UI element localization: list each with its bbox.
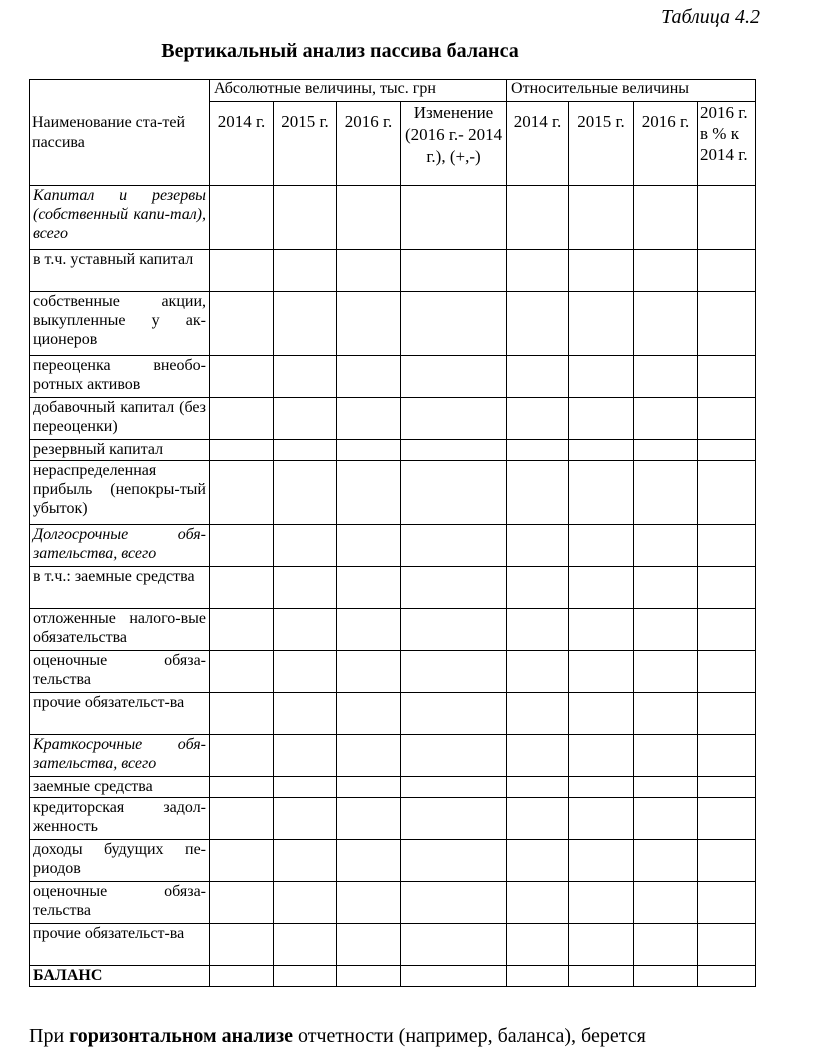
- empty-value-cell: [698, 440, 756, 461]
- empty-value-cell: [274, 186, 337, 250]
- empty-value-cell: [337, 651, 401, 693]
- empty-value-cell: [337, 292, 401, 356]
- row-label: заемные средства: [30, 777, 210, 798]
- empty-value-cell: [507, 398, 569, 440]
- empty-value-cell: [698, 461, 756, 525]
- empty-value-cell: [401, 693, 507, 735]
- table-row: [30, 250, 756, 292]
- empty-value-cell: [210, 461, 274, 525]
- empty-value-cell: [634, 250, 698, 292]
- empty-value-cell: [698, 250, 756, 292]
- row-label: оценочные обяза-тельства: [30, 882, 210, 924]
- empty-value-cell: [698, 840, 756, 882]
- row-label: кредиторская задол-женность: [30, 798, 210, 840]
- row-label: в т.ч. уставный капитал: [30, 250, 210, 292]
- empty-value-cell: [507, 693, 569, 735]
- empty-value-cell: [569, 798, 634, 840]
- empty-value-cell: [634, 525, 698, 567]
- empty-value-cell: [569, 356, 634, 398]
- empty-value-cell: [698, 777, 756, 798]
- table-row: [30, 356, 756, 398]
- table-row: [30, 398, 756, 440]
- empty-value-cell: [569, 882, 634, 924]
- empty-value-cell: [698, 735, 756, 777]
- empty-value-cell: [634, 798, 698, 840]
- header-abs-2014: 2014 г.: [210, 102, 274, 186]
- empty-value-cell: [337, 882, 401, 924]
- footer-pre: При: [29, 1025, 70, 1047]
- row-label: доходы будущих пе-риодов: [30, 840, 210, 882]
- empty-value-cell: [210, 567, 274, 609]
- empty-value-cell: [634, 924, 698, 966]
- empty-value-cell: [634, 609, 698, 651]
- empty-value-cell: [210, 356, 274, 398]
- empty-value-cell: [210, 525, 274, 567]
- empty-value-cell: [569, 567, 634, 609]
- empty-value-cell: [210, 735, 274, 777]
- row-label: резервный капитал: [30, 440, 210, 461]
- empty-value-cell: [337, 609, 401, 651]
- empty-value-cell: [634, 735, 698, 777]
- empty-value-cell: [274, 693, 337, 735]
- empty-value-cell: [337, 840, 401, 882]
- row-label: Долгосрочные обя-зательства, всего: [30, 525, 210, 567]
- row-label: добавочный капитал (без переоценки): [30, 398, 210, 440]
- table-number-label: Таблица 4.2: [661, 6, 760, 28]
- table-row: [30, 609, 756, 651]
- empty-value-cell: [210, 693, 274, 735]
- table-row: [30, 693, 756, 735]
- empty-value-cell: [401, 882, 507, 924]
- row-label: нераспределенная прибыль (непокры-тый убыток): [30, 461, 210, 525]
- empty-value-cell: [401, 440, 507, 461]
- empty-value-cell: [507, 250, 569, 292]
- empty-value-cell: [401, 924, 507, 966]
- empty-value-cell: [634, 567, 698, 609]
- empty-value-cell: [698, 525, 756, 567]
- empty-value-cell: [698, 398, 756, 440]
- empty-value-cell: [507, 840, 569, 882]
- empty-value-cell: [569, 777, 634, 798]
- empty-value-cell: [698, 882, 756, 924]
- empty-value-cell: [507, 966, 569, 987]
- header-rel-2016: 2016 г.: [634, 102, 698, 186]
- empty-value-cell: [274, 735, 337, 777]
- empty-value-cell: [210, 882, 274, 924]
- empty-value-cell: [210, 840, 274, 882]
- header-absolute-values: Абсолютные величины, тыс. грн: [210, 80, 507, 102]
- empty-value-cell: [634, 693, 698, 735]
- header-abs-2016: 2016 г.: [337, 102, 401, 186]
- empty-value-cell: [569, 651, 634, 693]
- empty-value-cell: [507, 609, 569, 651]
- empty-value-cell: [569, 609, 634, 651]
- empty-value-cell: [507, 356, 569, 398]
- row-label: Краткосрочные обя-зательства, всего: [30, 735, 210, 777]
- empty-value-cell: [401, 250, 507, 292]
- empty-value-cell: [507, 735, 569, 777]
- table-row: [30, 186, 756, 250]
- empty-value-cell: [337, 525, 401, 567]
- empty-value-cell: [634, 777, 698, 798]
- empty-value-cell: [274, 461, 337, 525]
- empty-value-cell: [210, 292, 274, 356]
- empty-value-cell: [569, 525, 634, 567]
- empty-value-cell: [274, 292, 337, 356]
- table-row: [30, 966, 756, 987]
- empty-value-cell: [210, 250, 274, 292]
- empty-value-cell: [569, 398, 634, 440]
- empty-value-cell: [569, 924, 634, 966]
- empty-value-cell: [507, 651, 569, 693]
- empty-value-cell: [401, 777, 507, 798]
- header-abs-change: Изменение (2016 г.- 2014 г.), (+,-): [401, 102, 507, 186]
- empty-value-cell: [569, 735, 634, 777]
- empty-value-cell: [210, 777, 274, 798]
- empty-value-cell: [210, 798, 274, 840]
- empty-value-cell: [210, 966, 274, 987]
- empty-value-cell: [634, 186, 698, 250]
- empty-value-cell: [634, 966, 698, 987]
- empty-value-cell: [274, 356, 337, 398]
- empty-value-cell: [507, 440, 569, 461]
- header-relative-values: Относительные величины: [507, 80, 756, 102]
- empty-value-cell: [274, 440, 337, 461]
- empty-value-cell: [401, 609, 507, 651]
- empty-value-cell: [337, 461, 401, 525]
- table-row: [30, 924, 756, 966]
- row-label: собственные акции, выкупленные у ак-ционеров: [30, 292, 210, 356]
- empty-value-cell: [274, 525, 337, 567]
- empty-value-cell: [401, 356, 507, 398]
- footer-post: отчетности (например, баланса), берется: [293, 1025, 646, 1047]
- liabilities-analysis-table: [29, 79, 756, 987]
- empty-value-cell: [210, 398, 274, 440]
- row-label: в т.ч.: заемные средства: [30, 567, 210, 609]
- table-row: [30, 798, 756, 840]
- empty-value-cell: [569, 186, 634, 250]
- empty-value-cell: [274, 250, 337, 292]
- empty-value-cell: [698, 567, 756, 609]
- empty-value-cell: [698, 966, 756, 987]
- empty-value-cell: [634, 882, 698, 924]
- header-rel-pct: 2016 г. в % к 2014 г.: [698, 102, 756, 186]
- empty-value-cell: [569, 440, 634, 461]
- empty-value-cell: [337, 798, 401, 840]
- empty-value-cell: [698, 693, 756, 735]
- empty-value-cell: [569, 966, 634, 987]
- table-row: [30, 777, 756, 798]
- empty-value-cell: [337, 966, 401, 987]
- empty-value-cell: [569, 250, 634, 292]
- table-row: [30, 440, 756, 461]
- empty-value-cell: [274, 398, 337, 440]
- header-abs-2015: 2015 г.: [274, 102, 337, 186]
- table-row: [30, 461, 756, 525]
- empty-value-cell: [337, 186, 401, 250]
- empty-value-cell: [507, 525, 569, 567]
- empty-value-cell: [507, 882, 569, 924]
- empty-value-cell: [274, 609, 337, 651]
- empty-value-cell: [507, 567, 569, 609]
- empty-value-cell: [401, 398, 507, 440]
- empty-value-cell: [274, 798, 337, 840]
- empty-value-cell: [507, 461, 569, 525]
- empty-value-cell: [337, 440, 401, 461]
- row-label: оценочные обяза-тельства: [30, 651, 210, 693]
- empty-value-cell: [634, 356, 698, 398]
- empty-value-cell: [210, 609, 274, 651]
- empty-value-cell: [401, 186, 507, 250]
- empty-value-cell: [507, 777, 569, 798]
- empty-value-cell: [337, 398, 401, 440]
- empty-value-cell: [401, 567, 507, 609]
- empty-value-cell: [337, 356, 401, 398]
- empty-value-cell: [274, 777, 337, 798]
- table-row: [30, 840, 756, 882]
- table-row: [30, 525, 756, 567]
- header-rel-2014: 2014 г.: [507, 102, 569, 186]
- empty-value-cell: [507, 924, 569, 966]
- empty-value-cell: [634, 651, 698, 693]
- empty-value-cell: [507, 292, 569, 356]
- empty-value-cell: [569, 693, 634, 735]
- empty-value-cell: [274, 966, 337, 987]
- empty-value-cell: [337, 567, 401, 609]
- empty-value-cell: [401, 525, 507, 567]
- row-label: БАЛАНС: [30, 966, 210, 987]
- empty-value-cell: [337, 735, 401, 777]
- footer-paragraph: [29, 1025, 789, 1048]
- row-label: прочие обязательст-ва: [30, 693, 210, 735]
- empty-value-cell: [401, 461, 507, 525]
- empty-value-cell: [569, 461, 634, 525]
- empty-value-cell: [337, 777, 401, 798]
- empty-value-cell: [401, 651, 507, 693]
- empty-value-cell: [507, 186, 569, 250]
- row-label: переоценка внеобо-ротных активов: [30, 356, 210, 398]
- footer-bold-term: горизонтальном анализе: [69, 1025, 293, 1047]
- empty-value-cell: [274, 567, 337, 609]
- table-row: [30, 292, 756, 356]
- empty-value-cell: [698, 292, 756, 356]
- empty-value-cell: [210, 440, 274, 461]
- table-title: Вертикальный анализ пассива баланса: [161, 40, 519, 62]
- header-rel-2015: 2015 г.: [569, 102, 634, 186]
- empty-value-cell: [634, 440, 698, 461]
- empty-value-cell: [274, 882, 337, 924]
- empty-value-cell: [274, 924, 337, 966]
- empty-value-cell: [634, 398, 698, 440]
- empty-value-cell: [634, 292, 698, 356]
- table-row: [30, 567, 756, 609]
- empty-value-cell: [401, 840, 507, 882]
- empty-value-cell: [698, 798, 756, 840]
- table-row: [30, 882, 756, 924]
- empty-value-cell: [401, 966, 507, 987]
- empty-value-cell: [569, 840, 634, 882]
- row-label: прочие обязательст-ва: [30, 924, 210, 966]
- empty-value-cell: [401, 798, 507, 840]
- empty-value-cell: [401, 292, 507, 356]
- empty-value-cell: [698, 651, 756, 693]
- empty-value-cell: [210, 651, 274, 693]
- empty-value-cell: [401, 735, 507, 777]
- table-row: [30, 651, 756, 693]
- empty-value-cell: [634, 840, 698, 882]
- empty-value-cell: [698, 609, 756, 651]
- empty-value-cell: [274, 651, 337, 693]
- empty-value-cell: [634, 461, 698, 525]
- empty-value-cell: [210, 186, 274, 250]
- empty-value-cell: [274, 840, 337, 882]
- empty-value-cell: [507, 798, 569, 840]
- empty-value-cell: [210, 924, 274, 966]
- empty-value-cell: [569, 292, 634, 356]
- empty-value-cell: [337, 924, 401, 966]
- table-row: [30, 735, 756, 777]
- row-label: отложенные налого-вые обязательства: [30, 609, 210, 651]
- empty-value-cell: [698, 186, 756, 250]
- header-name-column: Наименование ста-тей пассива: [30, 80, 210, 186]
- empty-value-cell: [337, 693, 401, 735]
- empty-value-cell: [698, 924, 756, 966]
- empty-value-cell: [337, 250, 401, 292]
- row-label: Капитал и резервы (собственный капи-тал), всего: [30, 186, 210, 250]
- empty-value-cell: [698, 356, 756, 398]
